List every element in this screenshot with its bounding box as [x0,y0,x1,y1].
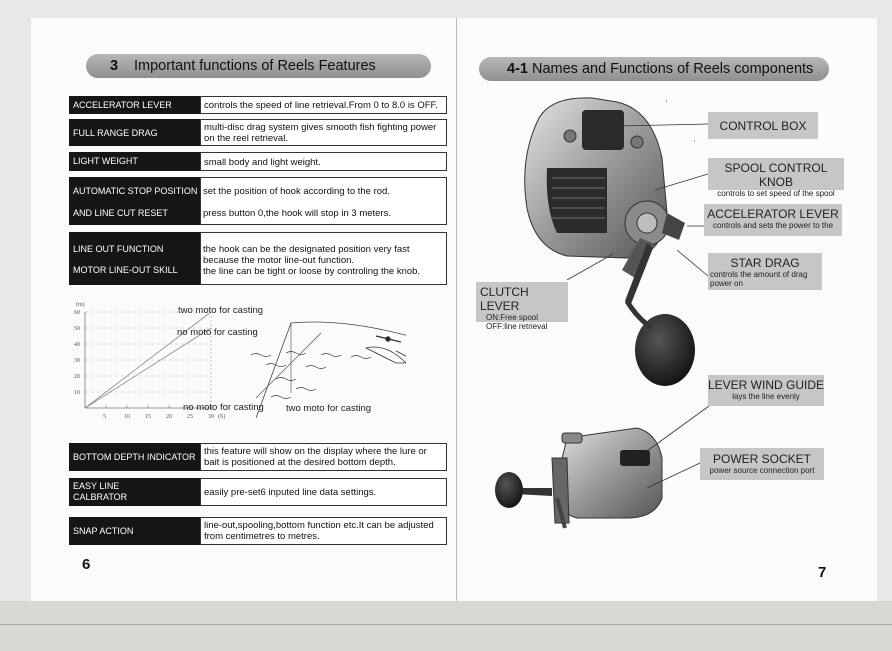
callout-title: STAR DRAG [730,256,800,270]
feature-label: AND LINE CUT RESET [73,208,168,218]
wave-lines [251,352,371,399]
feature-label: LIGHT WEIGHT [69,152,200,171]
feature-description: line-out,spooling,bottom function etc.It can be adjusted from centimetres to metres. [200,517,447,545]
chart-annotation: two moto for casting [178,305,264,316]
feature-label: BOTTOM DEPTH INDICATOR [69,443,200,471]
section-number: 3 [110,58,119,74]
y-tick-label: 40 [74,342,80,348]
feature-row [69,177,447,225]
page-number: 7 [818,564,827,581]
series-line-2 [85,328,211,408]
callout-subtitle: power source connection port [709,466,815,475]
callout-subtitle: lays the line evenly [732,392,800,401]
reel-top-image [525,98,695,386]
svg-text:·: · [665,96,668,106]
callout-title: CONTROL BOX [719,119,807,133]
y-axis-unit: (m) [76,302,85,308]
x-tick-label: 15 [145,414,151,420]
y-tick-label: 10 [74,390,80,396]
feature-label: FULL RANGE DRAG [69,119,200,146]
x-tick-label: 5 [103,414,106,420]
scanner-background [0,601,892,651]
x-tick-label: 30 [208,414,214,420]
feature-description: press button 0,the hook will stop in 3 meters. [203,208,391,219]
callout-star-drag [708,253,822,290]
y-tick-label: 50 [74,326,80,332]
x-axis-unit: (S) [218,414,226,420]
scan-edge-line [0,624,892,625]
feature-description: this feature will show on the display where the lure or bait is positioned at the desired bottom depth. [200,443,447,471]
feature-label: AUTOMATIC STOP POSITION [73,186,198,196]
feature-description: small body and light weight. [200,152,447,171]
section-title [86,54,431,78]
callout-subtitle: controls the amount of drag power on [710,270,808,288]
control-box-screen [582,110,624,150]
feature-description: the line can be tight or loose by controling the knob. [203,266,421,277]
feature-row [69,517,447,545]
section-title-text: Important functions of Reels Features [134,58,376,74]
feature-row [69,232,447,285]
chart-annotation: two moto for casting [286,403,372,414]
feature-description-block [200,232,447,285]
y-tick-label: 60 [74,310,80,316]
feature-row [69,96,447,114]
callout-accelerator-lever [704,204,842,236]
feature-label-block [69,478,200,506]
chart-annotation: no moto for casting [183,402,264,413]
feature-label-block [69,232,200,285]
callout-subtitle: ON:Free spool [486,313,539,322]
reel-bottom-image [495,428,662,528]
callout-control-box [708,112,818,139]
feature-description-block [200,177,447,225]
callout-subtitle: controls and sets the power to the [712,221,834,230]
chart-annotation: no moto for casting [177,327,258,338]
feature-label: SNAP ACTION [69,517,200,545]
callout-title: LEVER WIND GUIDE [708,378,825,392]
feature-description: set the position of hook according to the rod. [203,186,390,197]
casting-illustration [246,303,406,418]
callout-title: SPOOL CONTROL KNOB [724,161,828,189]
callout-power-socket [700,448,824,480]
callout-subtitle: controls to set speed of the spool [717,189,835,198]
feature-label: MOTOR LINE-OUT SKILL [73,265,178,275]
x-tick-label: 20 [166,414,172,420]
feature-description: the hook can be the designated position very fast because the motor line-out function. [203,244,410,266]
feature-label: ACCELERATOR LEVER [69,96,200,114]
feature-label: EASY LINE CALBRATOR [73,481,128,502]
callout-subtitle: OFF:line retrieval [486,322,548,331]
left-page [31,18,457,601]
y-ticks [74,310,211,396]
y-tick-label: 30 [74,358,80,364]
callout-lever-wind-guide [708,375,824,406]
feature-row [69,119,447,146]
feature-description: easily pre-set6 inputed line data settings. [200,478,447,506]
feature-row [69,152,447,171]
feature-row [69,443,447,471]
page-number: 6 [82,556,91,573]
x-tick-label: 25 [187,414,193,420]
feature-description: multi-disc drag system gives smooth fish fighting power on the reel retrieval. [200,119,447,146]
feature-row [69,478,447,506]
section-title-text: Names and Functions of Reels components [532,61,814,77]
feature-description: controls the speed of line retrieval.From 0 to 8.0 is OFF. [200,96,447,114]
section-number: 4-1 [507,61,528,77]
right-page [457,18,877,601]
feature-label: LINE OUT FUNCTION [73,244,164,254]
x-tick-label: 10 [124,414,130,420]
y-tick-label: 20 [74,374,80,380]
feature-label-block [69,177,200,225]
callout-title: POWER SOCKET [712,452,811,466]
callout-title: CLUTCH LEVER [480,285,529,313]
callout-spool-control-knob [708,158,844,198]
callout-clutch-lever [476,282,568,331]
svg-text:·: · [693,136,696,146]
callout-title: ACCELERATOR LEVER [707,207,839,221]
